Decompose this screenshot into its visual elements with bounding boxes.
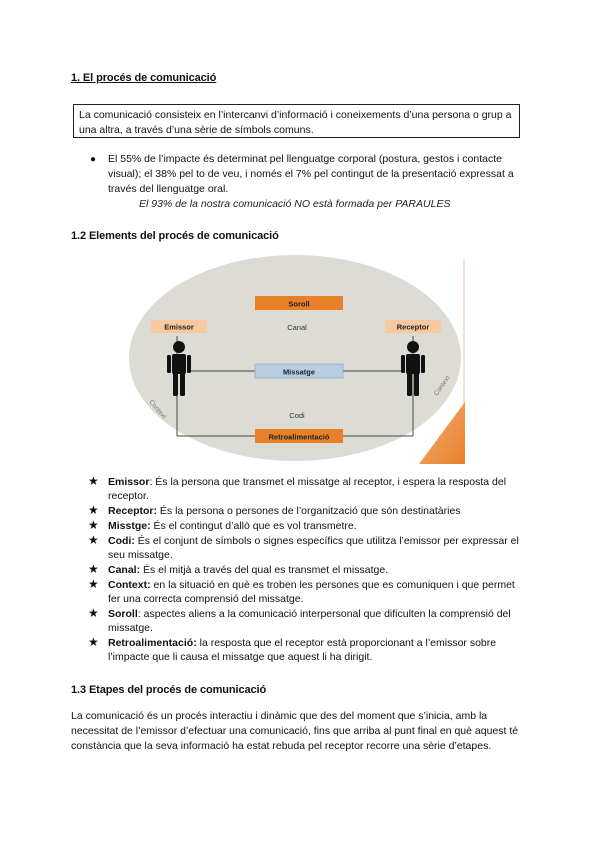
section-title-1: 1. El procés de comunicació <box>71 72 217 84</box>
elements-list <box>88 475 528 665</box>
list-item: ★ Context: en la situació en què es troben les persones que es comuniquen i que permet fer una correcta comprensió del missatge. <box>88 577 515 605</box>
emissor-label: Emissor <box>164 322 194 332</box>
soroll-label: Soroll <box>288 299 310 309</box>
list-item: ★ Misstge: És el contingut d’allò que es vol transmetre. <box>88 518 357 532</box>
list-item: ★ Emissor: És la persona que transmet el missatge al receptor, i espera la resposta del receptor. <box>88 474 507 502</box>
star-icon: ★ <box>88 474 99 488</box>
star-icon: ★ <box>88 606 99 620</box>
section3-paragraph: La comunicació és un procés interactiu i dinàmic que des del moment que s’inicia, amb la necessitat de l’emissor d’efectuar una comunicació, fins que arriba al punt final en què aquest té constància que la seva informació ha estat rebuda pel receptor recorre una sèrie d’etapes. <box>71 710 519 752</box>
star-icon: ★ <box>88 503 99 517</box>
list-item: ★ Canal: És el mitjà a través del qual es transmet el missatge. <box>88 562 389 576</box>
canal-label: Canal <box>287 323 307 332</box>
receptor-label: Receptor <box>396 322 430 332</box>
list-item: ★ Soroll: aspectes aliens a la comunicació interpersonal que dificulten la comprensió del missatge. <box>88 606 511 634</box>
star-icon: ★ <box>88 562 99 576</box>
bullet-item <box>90 152 530 197</box>
section-title-3: 1.3 Etapes del procés de comunicació <box>71 684 267 696</box>
list-item: ★ Receptor: És la persona o persones de l’organització que són destinatàries <box>88 503 461 517</box>
bullet-text: El 55% de l’impacte és determinat pel llenguatge corporal (postura, gestos i contacte visual); el 38% pel to de veu, i només el 7% pel contingut de la presentació expressat a través del llenguatge oral. <box>108 153 514 195</box>
context-right-label: Context <box>432 374 452 398</box>
codi-label: Codi <box>289 411 305 420</box>
communication-diagram <box>129 252 465 464</box>
definition-box: La comunicació consisteix en l’intercanvi d’informació i coneixements d’una persona o grup a una altra, a través d’una sèrie de símbols comuns. <box>73 104 520 138</box>
list-item: ★ Retroalimentació: la resposta que el receptor està proporcionant a l’emissor sobre l’impacte que li causa el missatge que aquest li ha dirigit. <box>88 635 497 663</box>
bullet-dot-icon: ● <box>90 154 97 165</box>
star-icon: ★ <box>88 577 99 591</box>
italic-note: El 93% de la nostra comunicació NO està formada per PARAULES <box>139 198 451 210</box>
list-item: ★ Codi: És el conjunt de símbols o signes específics que utilitza l’emissor per expressar el seu missatge. <box>88 533 519 561</box>
star-icon: ★ <box>88 533 99 547</box>
retro-label: Retroalimentació <box>268 432 330 442</box>
section-title-2: 1.2 Elements del procés de comunicació <box>71 230 279 242</box>
star-icon: ★ <box>88 518 99 532</box>
context-left-label: Context <box>147 398 168 421</box>
missatge-label: Missatge <box>282 367 316 377</box>
star-icon: ★ <box>88 635 99 649</box>
